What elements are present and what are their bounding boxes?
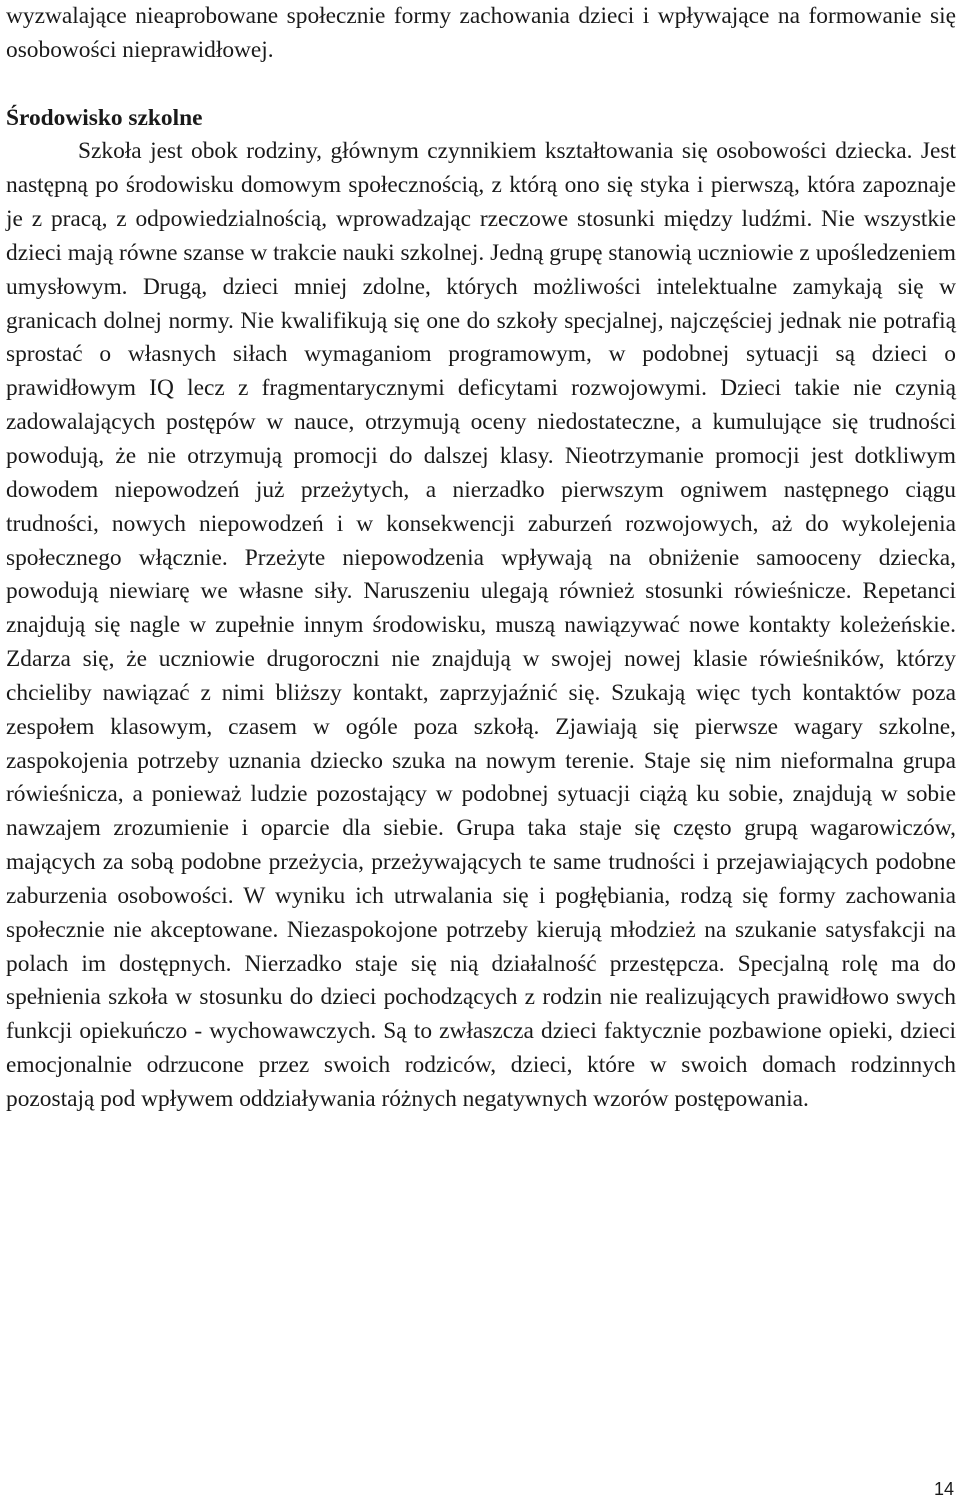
page-number: 14 bbox=[933, 1479, 954, 1499]
body-paragraph: Szkoła jest obok rodziny, głównym czynnikiem kształtowania się osobowości dziecka. Jest następną po środowisku domowym społecznością, z którą ono się styka i pierwszą, która zapoznaje je z pracą, z odpowiedzialnością, wprowadzając rzeczowe stosunki między ludźmi. Nie wszystkie dzieci mają równe szanse w trakcie nauki szkolnej. Jedną grupę stanowią uczniowie z upośledzeniem umysłowym. Drugą, dzieci mniej zdolne, których możliwości intelektualne zamykają się w granicach dolnej normy. Nie kwalifikują się one do szkoły specjalnej, najczęściej jednak nie potrafią sprostać o własnych siłach wymaganiom programowym, w podobnej sytuacji są dzieci o prawidłowym IQ lecz z fragmentarycznymi deficytami rozwojowymi. Dzieci takie nie czynią zadowalających postępów w nauce, otrzymują oceny niedostateczne, a kumulujące się trudności powodują, że nie otrzymują promocji do dalszej klasy. Nieotrzymanie promocji jest dotkliwym dowodem niepowodzeń już przeżytych, a nierzadko pierwszym ogniwem następnego ciągu trudności, nowych niepowodzeń i w konsekwencji zaburzeń rozwojowych, aż do wykolejenia społecznego włącznie. Przeżyte niepowodzenia wpływają na obniżenie samooceny dziecka, powodują niewiarę we własne siły. Naruszeniu ulegają również stosunki rówieśnicze. Repetanci znajdują się nagle w zupełnie innym środowisku, muszą nawiązywać nowe kontakty koleżeńskie. Zdarza się, że uczniowie drugoroczni nie znajdują w swojej nowej klasie rówieśników, którzy chcieliby nawiązać z nimi bliższy kontakt, zaprzyjaźnić się. Szukają więc tych kontaktów poza zespołem klasowym, czasem w ogóle poza szkołą. Zjawiają się pierwsze wagary szkolne, zaspokojenia potrzeby uznania dziecko szuka na nowym terenie. Staje się nim nieformalna grupa rówieśnicza, a ponieważ ludzie pozostający w podobnej sytuacji ciążą ku sobie, znajdują w sobie nawzajem zrozumienie i oparcie dla siebie. Grupa taka staje się często grupą wagarowiczów, mających za sobą podobne przeżycia, przeżywających te same trudności i przejawiających podobne zaburzenia osobowości. W wyniku ich utrwalania się i pogłębiania, rodzą się formy zachowania społecznie nie akceptowane. Niezaspokojone potrzeby kierują młodzież na szukanie satysfakcji na polach im dostępnych. Nierzadko staje się nią działalność przestępcza. Specjalną rolę ma do spełnienia szkoła w stosunku do dzieci pochodzących z rodzin nie realizujących prawidłowo swych funkcji opiekuńczo - wychowawczych. Są to zwłaszcza dzieci faktycznie pozbawione opieki, dzieci emocjonalnie odrzucone przez swoich rodziców, dzieci, które w swoich domach rodzinnych pozostają pod wpływem oddziaływania różnych negatywnych wzorów postępowania. bbox=[6, 138, 956, 1112]
section-heading: Środowisko szkolne bbox=[6, 104, 203, 131]
document-page bbox=[6, 0, 956, 1117]
intro-paragraph: wyzwalające nieaprobowane społecznie formy zachowania dzieci i wpływające na formowanie się osobowości nieprawidłowej. bbox=[6, 3, 956, 63]
paragraph-spacer bbox=[6, 68, 956, 102]
